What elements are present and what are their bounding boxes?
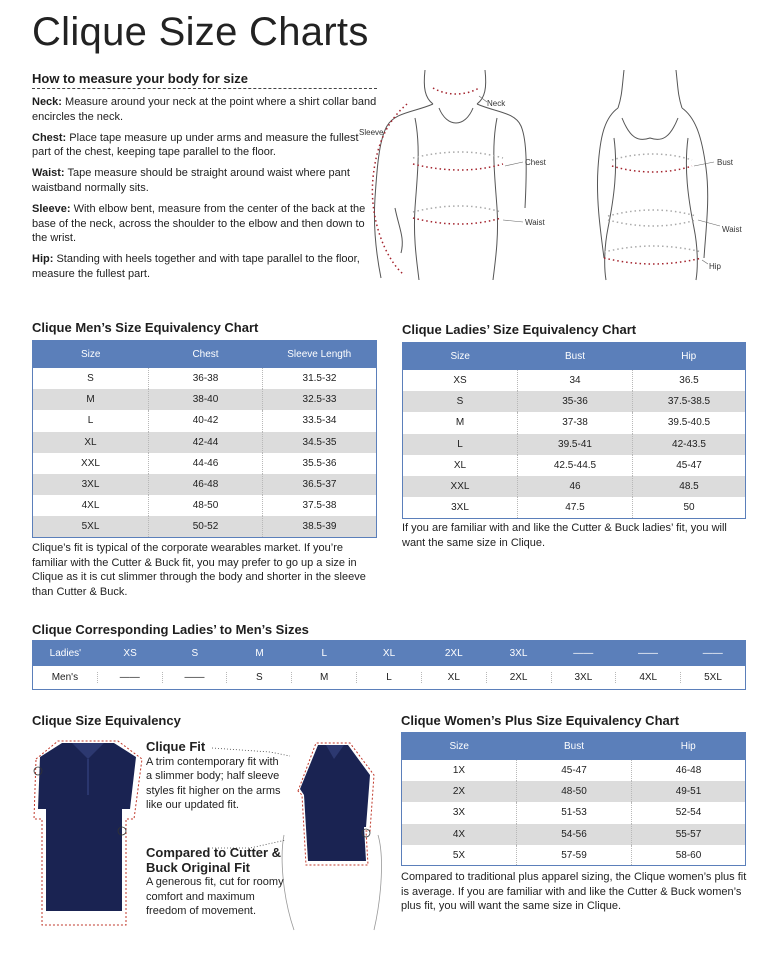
clique-fit-heading: Clique Fit: [146, 739, 206, 754]
table-cell: 32.5-33: [263, 389, 377, 410]
table-cell: 2X: [402, 781, 517, 802]
table-cell: 35-36: [518, 391, 633, 412]
corresponding-sizes-table: [32, 640, 746, 690]
cutter-buck-fit-heading: Compared to Cutter & Buck Original Fit: [146, 845, 282, 875]
table-cell: 46: [518, 476, 633, 497]
table-cell: M: [455, 417, 465, 429]
table-cell: 48-50: [149, 495, 263, 516]
table-header: Sleeve Length: [263, 340, 377, 368]
table-header: Size: [402, 732, 517, 760]
table-cell: 31.5-32: [263, 368, 377, 389]
table-row: [33, 495, 377, 516]
table-row: [33, 516, 377, 537]
table-cell: 50: [633, 497, 746, 518]
table-cell: 47.5: [518, 497, 633, 518]
table-cell: 3XL: [451, 501, 469, 513]
label-sleeve: Sleeve: [359, 128, 384, 137]
table-cell: 39.5-41: [518, 434, 633, 455]
table-cell: 49-51: [632, 781, 746, 802]
label-bust: Bust: [717, 158, 734, 167]
womens-shirt-illustration: [278, 735, 388, 935]
table-cell: 36-38: [149, 368, 263, 389]
table-row: [33, 474, 377, 495]
table-cell: 40-42: [149, 410, 263, 431]
table-cell: 55-57: [632, 824, 746, 845]
table-row: [403, 497, 746, 518]
table-row: [403, 455, 746, 476]
label-chest: Chest: [525, 158, 546, 167]
measure-chest: Chest: Place tape measure up under arms and measure the fullest part of the chest, keeping tape parallel to the floor.: [32, 131, 359, 159]
ladies-chart-note: If you are familiar with and like the Cutter & Buck ladies’ fit, you will want the same size in Clique.: [402, 522, 727, 549]
table-row: [402, 781, 746, 802]
ladies-size-cell: 2XL: [444, 648, 463, 659]
mens-size-cell: 2XL: [486, 672, 551, 683]
ladies-size-cell: XL: [382, 648, 396, 659]
table-cell: 4XL: [81, 500, 100, 512]
page-title: Clique Size Charts: [32, 10, 369, 54]
corresponding-mens-row: [33, 666, 745, 689]
mens-size-cell: 3XL: [551, 672, 616, 683]
table-cell: S: [87, 373, 94, 385]
table-cell: 54-56: [517, 824, 632, 845]
mens-size-cell: 4XL: [615, 672, 680, 683]
table-cell: 45-47: [517, 760, 632, 781]
ladies-size-table: [402, 342, 746, 519]
mens-size-table: [32, 340, 377, 538]
table-cell: XS: [453, 375, 467, 387]
table-cell: 37.5-38.5: [633, 391, 746, 412]
label-hip: Hip: [709, 262, 722, 271]
label-neck: Neck: [487, 99, 506, 108]
table-cell: 50-52: [149, 516, 263, 537]
table-cell: M: [33, 389, 149, 410]
ladies-size-cell: S: [191, 648, 199, 659]
mens-size-cell: ——: [162, 672, 227, 683]
mens-chart-title: Clique Men’s Size Equivalency Chart: [32, 320, 259, 335]
mens-shirt-illustration: [30, 735, 148, 935]
measure-heading: How to measure your body for size: [32, 71, 377, 89]
table-cell: 3XL: [33, 474, 149, 495]
table-cell: XXL: [81, 457, 100, 469]
table-cell: 44-46: [149, 453, 263, 474]
table-row: [403, 434, 746, 455]
measure-sleeve: Sleeve: With elbow bent, measure from the center of the back at the base of the neck, across the shoulder to the elbow and then down to the wrist.: [32, 203, 366, 245]
table-header: Chest: [149, 340, 263, 368]
measure-waist: Waist: Tape measure should be straight around waist where pant waistband normally sits.: [32, 167, 350, 194]
table-row: [33, 432, 377, 453]
corresponding-ladies-row: [33, 641, 745, 666]
table-cell: 4X: [402, 824, 517, 845]
ladies-size-cell: M: [255, 648, 264, 659]
cutter-buck-fit-text: A generous fit, cut for roomy comfort and maximum freedom of movement.: [146, 876, 284, 918]
table-row: [33, 453, 377, 474]
mens-size-cell: XL: [421, 672, 486, 683]
table-cell: 51-53: [517, 802, 632, 823]
table-cell: 3X: [452, 807, 466, 819]
table-row: [403, 476, 746, 497]
label-waist-female: Waist: [722, 225, 742, 234]
table-row: [402, 802, 746, 823]
table-cell: 38-40: [149, 389, 263, 410]
table-row: [33, 389, 377, 410]
table-header: Hip: [632, 732, 746, 760]
measure-neck: Neck: Measure around your neck at the point where a shirt collar band encircles the neck.: [32, 96, 377, 123]
table-cell: 36.5: [633, 370, 746, 391]
table-row: [402, 845, 746, 866]
table-row: [33, 410, 377, 431]
table-row: [402, 760, 746, 781]
mens-size-cell: S: [226, 672, 291, 683]
table-cell: XXL: [403, 476, 518, 497]
size-equivalency-title: Clique Size Equivalency: [32, 713, 181, 728]
table-cell: S: [403, 391, 518, 412]
plus-chart-note: Compared to traditional plus apparel sizing, the Clique women’s plus fit is average. If you are familiar with and like the Cutter & Buck women’s plus fit, you will want the same size in Clique.: [401, 871, 747, 913]
table-cell: L: [87, 415, 94, 427]
table-cell: 46-48: [632, 760, 746, 781]
table-cell: 42-44: [149, 432, 263, 453]
clique-fit-block: [146, 740, 286, 813]
table-row: [403, 370, 746, 391]
table-cell: 42.5-44.5: [518, 455, 633, 476]
table-cell: XL: [453, 459, 467, 471]
table-cell: 58-60: [632, 845, 746, 866]
table-cell: 39.5-40.5: [633, 412, 746, 433]
table-row: [33, 368, 377, 389]
table-cell: 35.5-36: [263, 453, 377, 474]
plus-chart-title: Clique Women’s Plus Size Equivalency Chart: [401, 713, 680, 728]
table-header: Size: [33, 340, 149, 368]
plus-size-table: [401, 732, 746, 866]
table-cell: XL: [33, 432, 149, 453]
ladies-size-cell: L: [321, 648, 328, 659]
table-cell: 42-43.5: [633, 434, 746, 455]
mens-size-cell: ——: [97, 672, 162, 683]
table-cell: 36.5-37: [263, 474, 377, 495]
ladies-chart-title: Clique Ladies’ Size Equivalency Chart: [402, 322, 637, 337]
clique-fit-text: A trim contemporary fit with a slimmer body; half sleeve styles fit higher on the arms like our updated fit.: [146, 755, 281, 812]
table-row: [402, 824, 746, 845]
table-cell: 52-54: [632, 802, 746, 823]
table-cell: 34.5-35: [263, 432, 377, 453]
ladies-size-cell: ——: [573, 648, 594, 659]
table-cell: L: [403, 434, 518, 455]
table-cell: 46-48: [149, 474, 263, 495]
table-cell: 1X: [452, 765, 466, 777]
measure-instructions: [32, 71, 377, 288]
ladies-size-cell: XS: [123, 648, 137, 659]
table-cell: 37.5-38: [263, 495, 377, 516]
mens-chart-note: Clique’s fit is typical of the corporate wearables market. If you’re familiar with the Cutter & Buck fit, you may prefer to go up a size in Clique as it is cut slimmer through the body and shorter in the sleeve than Cutter & Buck.: [32, 542, 366, 598]
table-cell: 37-38: [518, 412, 633, 433]
ladies-size-cell: ——: [637, 648, 658, 659]
table-cell: 48.5: [633, 476, 746, 497]
measure-hip: Hip: Standing with heels together and with tape parallel to the floor, measure the fullest part.: [32, 253, 360, 280]
mens-size-cell: M: [291, 672, 356, 683]
table-cell: 34: [518, 370, 633, 391]
male-measurement-figure: [355, 68, 555, 283]
corresponding-title: Clique Corresponding Ladies’ to Men’s Sizes: [32, 622, 309, 637]
table-cell: 45-47: [633, 455, 746, 476]
table-header: Size: [403, 342, 518, 370]
corresponding-mens-label: Men's: [51, 672, 79, 683]
ladies-size-cell: ——: [702, 648, 723, 659]
female-measurement-figure: [578, 68, 758, 283]
corresponding-ladies-label: Ladies': [49, 648, 82, 659]
label-waist: Waist: [525, 218, 545, 227]
cutter-buck-fit-block: [146, 846, 286, 919]
table-header: Bust: [518, 342, 633, 370]
table-cell: 48-50: [517, 781, 632, 802]
table-row: [403, 391, 746, 412]
mens-size-cell: 5XL: [680, 672, 745, 683]
ladies-size-cell: 3XL: [509, 648, 528, 659]
mens-size-cell: L: [356, 672, 421, 683]
table-row: [403, 412, 746, 433]
table-header: Hip: [633, 342, 746, 370]
table-cell: 5XL: [33, 516, 149, 537]
table-cell: 57-59: [517, 845, 632, 866]
table-cell: 5X: [452, 849, 466, 861]
table-cell: 38.5-39: [263, 516, 377, 537]
table-cell: 33.5-34: [263, 410, 377, 431]
table-header: Bust: [517, 732, 632, 760]
